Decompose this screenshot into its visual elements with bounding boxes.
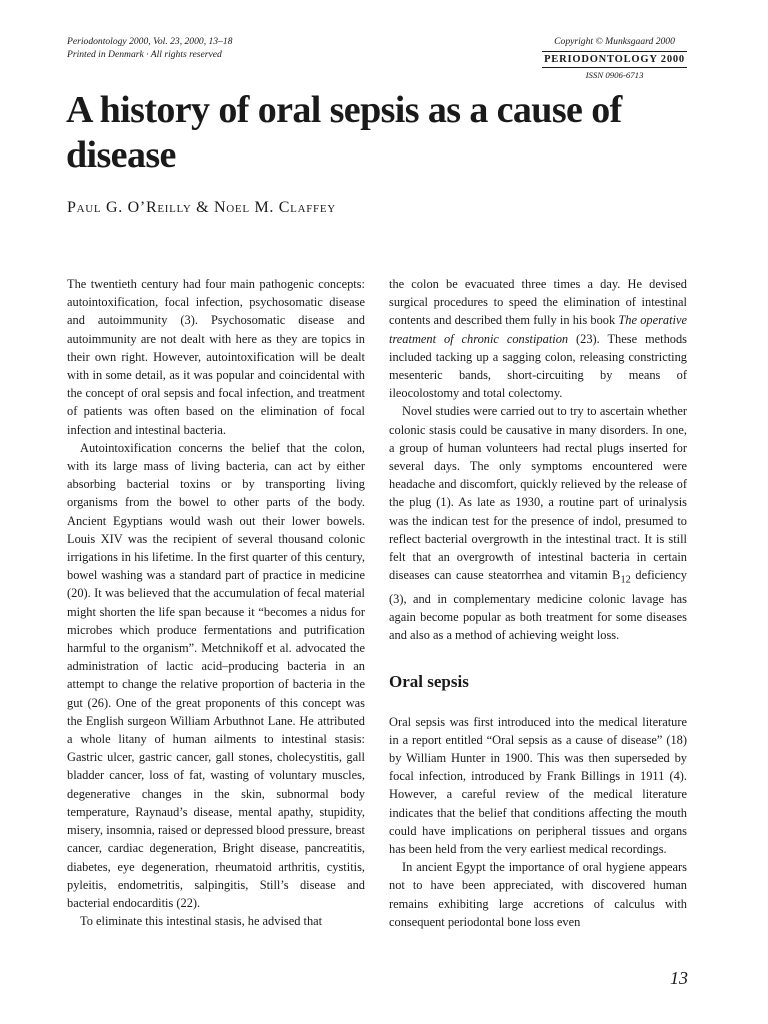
citation-line: Periodontology 2000, Vol. 23, 2000, 13–18 bbox=[67, 36, 233, 47]
text-run: the colon be evacuated three times a day. He devised surgical procedures to speed the elimination of intestinal contents and described them fully in his book bbox=[389, 277, 687, 328]
section-heading: Oral sepsis bbox=[389, 671, 469, 691]
left-column bbox=[67, 275, 365, 930]
text-run: deficiency (3), and in complementary medicine colonic lavage has again become popular as both treatment for some diseases and also as a method of achieving weight loss. bbox=[389, 568, 687, 643]
body-paragraph bbox=[389, 275, 687, 402]
copyright-notice: Copyright © Munksgaard 2000 bbox=[554, 36, 675, 47]
page-number: 13 bbox=[670, 968, 688, 988]
journal-header bbox=[542, 35, 687, 82]
text-run: (23). These methods included tacking up a sagging colon, releasing constricting mesenteric bands, short-circuiting by means of ileocolostomy and total colectomy. bbox=[389, 331, 687, 401]
body-paragraph: In ancient Egypt the importance of oral hygiene appears not to have been appreciated, with discovered human remains exhibiting large accretions of calculus with consequent periodontal bone loss even bbox=[389, 860, 687, 929]
body-paragraph: Autointoxification concerns the belief that the colon, with its large mass of living bacteria, can act by either absorbing bacterial toxins or by transporting living organisms from the bowel to other parts of the body. Ancient Egyptians would wash out their lower bowels. Louis XIV was the recipient of several thousand colonic irrigations in his lifetime. In the first quarter of this century, bowel washing was a standard part of practice in medicine (20). It was believed that the accumulation of fecal material might shorten the life span because it “becomes a nidus for microbes which produce fermentations and putrification harmful to the organism”. Metchnikoff et al. advocated the administration of lactic acid–producing bacteria in an attempt to change the relative proportion of bacteria in the gut (26). One of the great proponents of this concept was the English surgeon William Arbuthnot Lane. He attributed a whole litany of human ailments to intestinal stasis: Gastric ulcer, gastric cancer, gall stones, cholecystitis, gall bladder cancer, loss of fat, wasting of voluntary muscles, degenerative changes in the skin, subnormal body temperature, Raynaud’s disease, mental apathy, stupidity, misery, insomnia, raised or depressed blood pressure, breast cancer, cardiac degeneration, Bright disease, pancreatitis, diabetes, eye degeneration, rheumatoid arthritis, cystitis, pyleitis, endometritis, salpingitis, Still’s disease and bacterial endocarditis (22). bbox=[67, 440, 365, 910]
article-authors: Paul G. O’Reilly & Noel M. Claffey bbox=[67, 199, 336, 216]
book-title: The operative treatment of chronic constipation bbox=[389, 313, 687, 346]
journal-name: PERIODONTOLOGY 2000 bbox=[542, 51, 687, 68]
body-paragraph: The twentieth century had four main pathogenic concepts: autointoxification, focal infection, psychosomatic disease and autoimmunity (3). Psychosomatic disease and autoimmunity are not dealt with here as they are topics in their own right. However, autointoxification will be dealt with in some detail, as it was popular and coincidental with the concept of oral sepsis and focal infection, and treatment of patients was often based on the elimination of focal infection and intestinal bacteria. bbox=[67, 277, 365, 437]
body-paragraph bbox=[389, 402, 687, 644]
printed-line: Printed in Denmark · All rights reserved bbox=[67, 49, 222, 60]
body-paragraph: Oral sepsis was first introduced into the medical literature in a report entitled “Oral sepsis as a cause of disease” (18) by William Hunter in 1900. This was then superseded by focal infection, introduced by Frank Billings in 1911 (4). However, a careful review of the medical literature indicates that the belief that conditions affecting the mouth could have implications on peripheral tissues and organs has been held from the very earliest medical recordings. bbox=[389, 714, 687, 856]
citation-header bbox=[67, 35, 232, 61]
issn-number: ISSN 0906-6713 bbox=[585, 70, 644, 80]
text-run: Novel studies were carried out to try to ascertain whether colonic stasis could be causative in many disorders. In one, a group of human volunteers had rectal plugs inserted for several days. The only symptoms encountered were headache and discomfort, quickly relieved by the release of the plug (1). As late as 1930, a routine part of urinalysis was the indican test for the presence of indol, presumed to reflect bacterial overgrowth in the intestinal tract. It is still felt that an overgrowth of intestinal bacteria in certain diseases can cause steatorrhea and vitamin B bbox=[389, 404, 687, 583]
body-paragraph: To eliminate this intestinal stasis, he advised that bbox=[80, 914, 323, 929]
subscript: 12 bbox=[620, 574, 631, 586]
article-title: A history of oral sepsis as a cause of disease bbox=[66, 89, 622, 176]
right-column bbox=[389, 275, 687, 931]
